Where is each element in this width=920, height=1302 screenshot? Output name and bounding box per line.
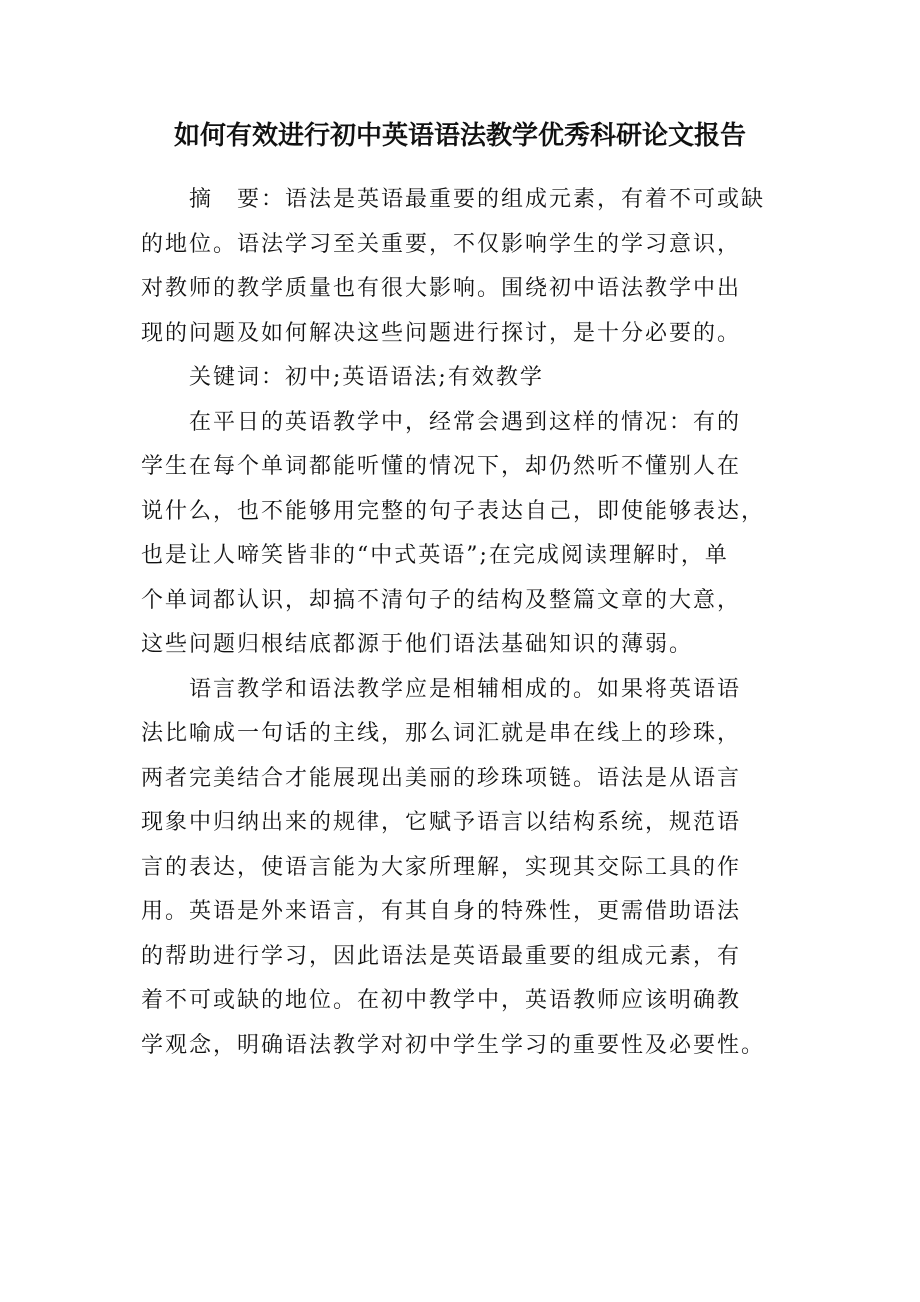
abstract-text-1: 语法是英语最重要的组成元素，有着不可或缺 bbox=[285, 187, 766, 212]
paragraph2-line-5: 言的表达，使语言能为大家所理解，实现其交际工具的作 bbox=[141, 854, 742, 880]
keywords-line: 关键词：初中;英语语法;有效教学 bbox=[189, 365, 544, 390]
abstract-line-1 bbox=[141, 178, 789, 223]
paragraph2-line-6: 用。英语是外来语言，有其自身的特殊性，更需借助语法 bbox=[141, 899, 742, 924]
paragraph2-line-8: 着不可或缺的地位。在初中教学中，英语教师应该明确教 bbox=[141, 988, 742, 1013]
abstract-line-4: 现的问题及如何解决这些问题进行探讨，是十分必要的。 bbox=[141, 320, 742, 346]
paragraph2-line-1: 语言教学和语法教学应是相辅相成的。如果将英语语 bbox=[189, 676, 742, 702]
abstract-line-2: 的地位。语法学习至关重要，不仅影响学生的学习意识， bbox=[141, 231, 742, 257]
paragraph1-line-4: 也是让人啼笑皆非的“中式英语”;在完成阅读理解时，单 bbox=[141, 543, 729, 568]
paragraph2-line-2: 法比喻成一句话的主线，那么词汇就是串在线上的珍珠， bbox=[141, 721, 742, 746]
paragraph2-line-4: 现象中归纳出来的规律，它赋予语言以结构系统，规范语 bbox=[141, 810, 742, 835]
paragraph1-line-6: 这些问题归根结底都源于他们语法基础知识的薄弱。 bbox=[141, 632, 694, 657]
paragraph1-line-1: 在平日的英语教学中，经常会遇到这样的情况：有的 bbox=[189, 409, 742, 435]
abstract-label: 摘 要： bbox=[189, 187, 286, 212]
paragraph1-line-5: 个单词都认识，却搞不清句子的结构及整篇文章的大意， bbox=[141, 587, 742, 613]
paragraph1-line-2: 学生在每个单词都能听懂的情况下，却仍然听不懂别人在 bbox=[141, 454, 742, 479]
abstract-line-3: 对教师的教学质量也有很大影响。围绕初中语法教学中出 bbox=[141, 276, 742, 301]
paragraph2-line-7: 的帮助进行学习，因此语法是英语最重要的组成元素，有 bbox=[141, 943, 742, 969]
document-body bbox=[141, 178, 789, 1068]
paragraph1-line-3: 说什么，也不能够用完整的句子表达自己，即使能够表达， bbox=[141, 498, 766, 524]
paragraph2-line-9: 学观念，明确语法教学对初中学生学习的重要性及必要性。 bbox=[141, 1032, 766, 1058]
document-title: 如何有效进行初中英语语法教学优秀科研论文报告 bbox=[173, 121, 746, 151]
paragraph2-line-3: 两者完美结合才能展现出美丽的珍珠项链。语法是从语言 bbox=[141, 765, 742, 791]
